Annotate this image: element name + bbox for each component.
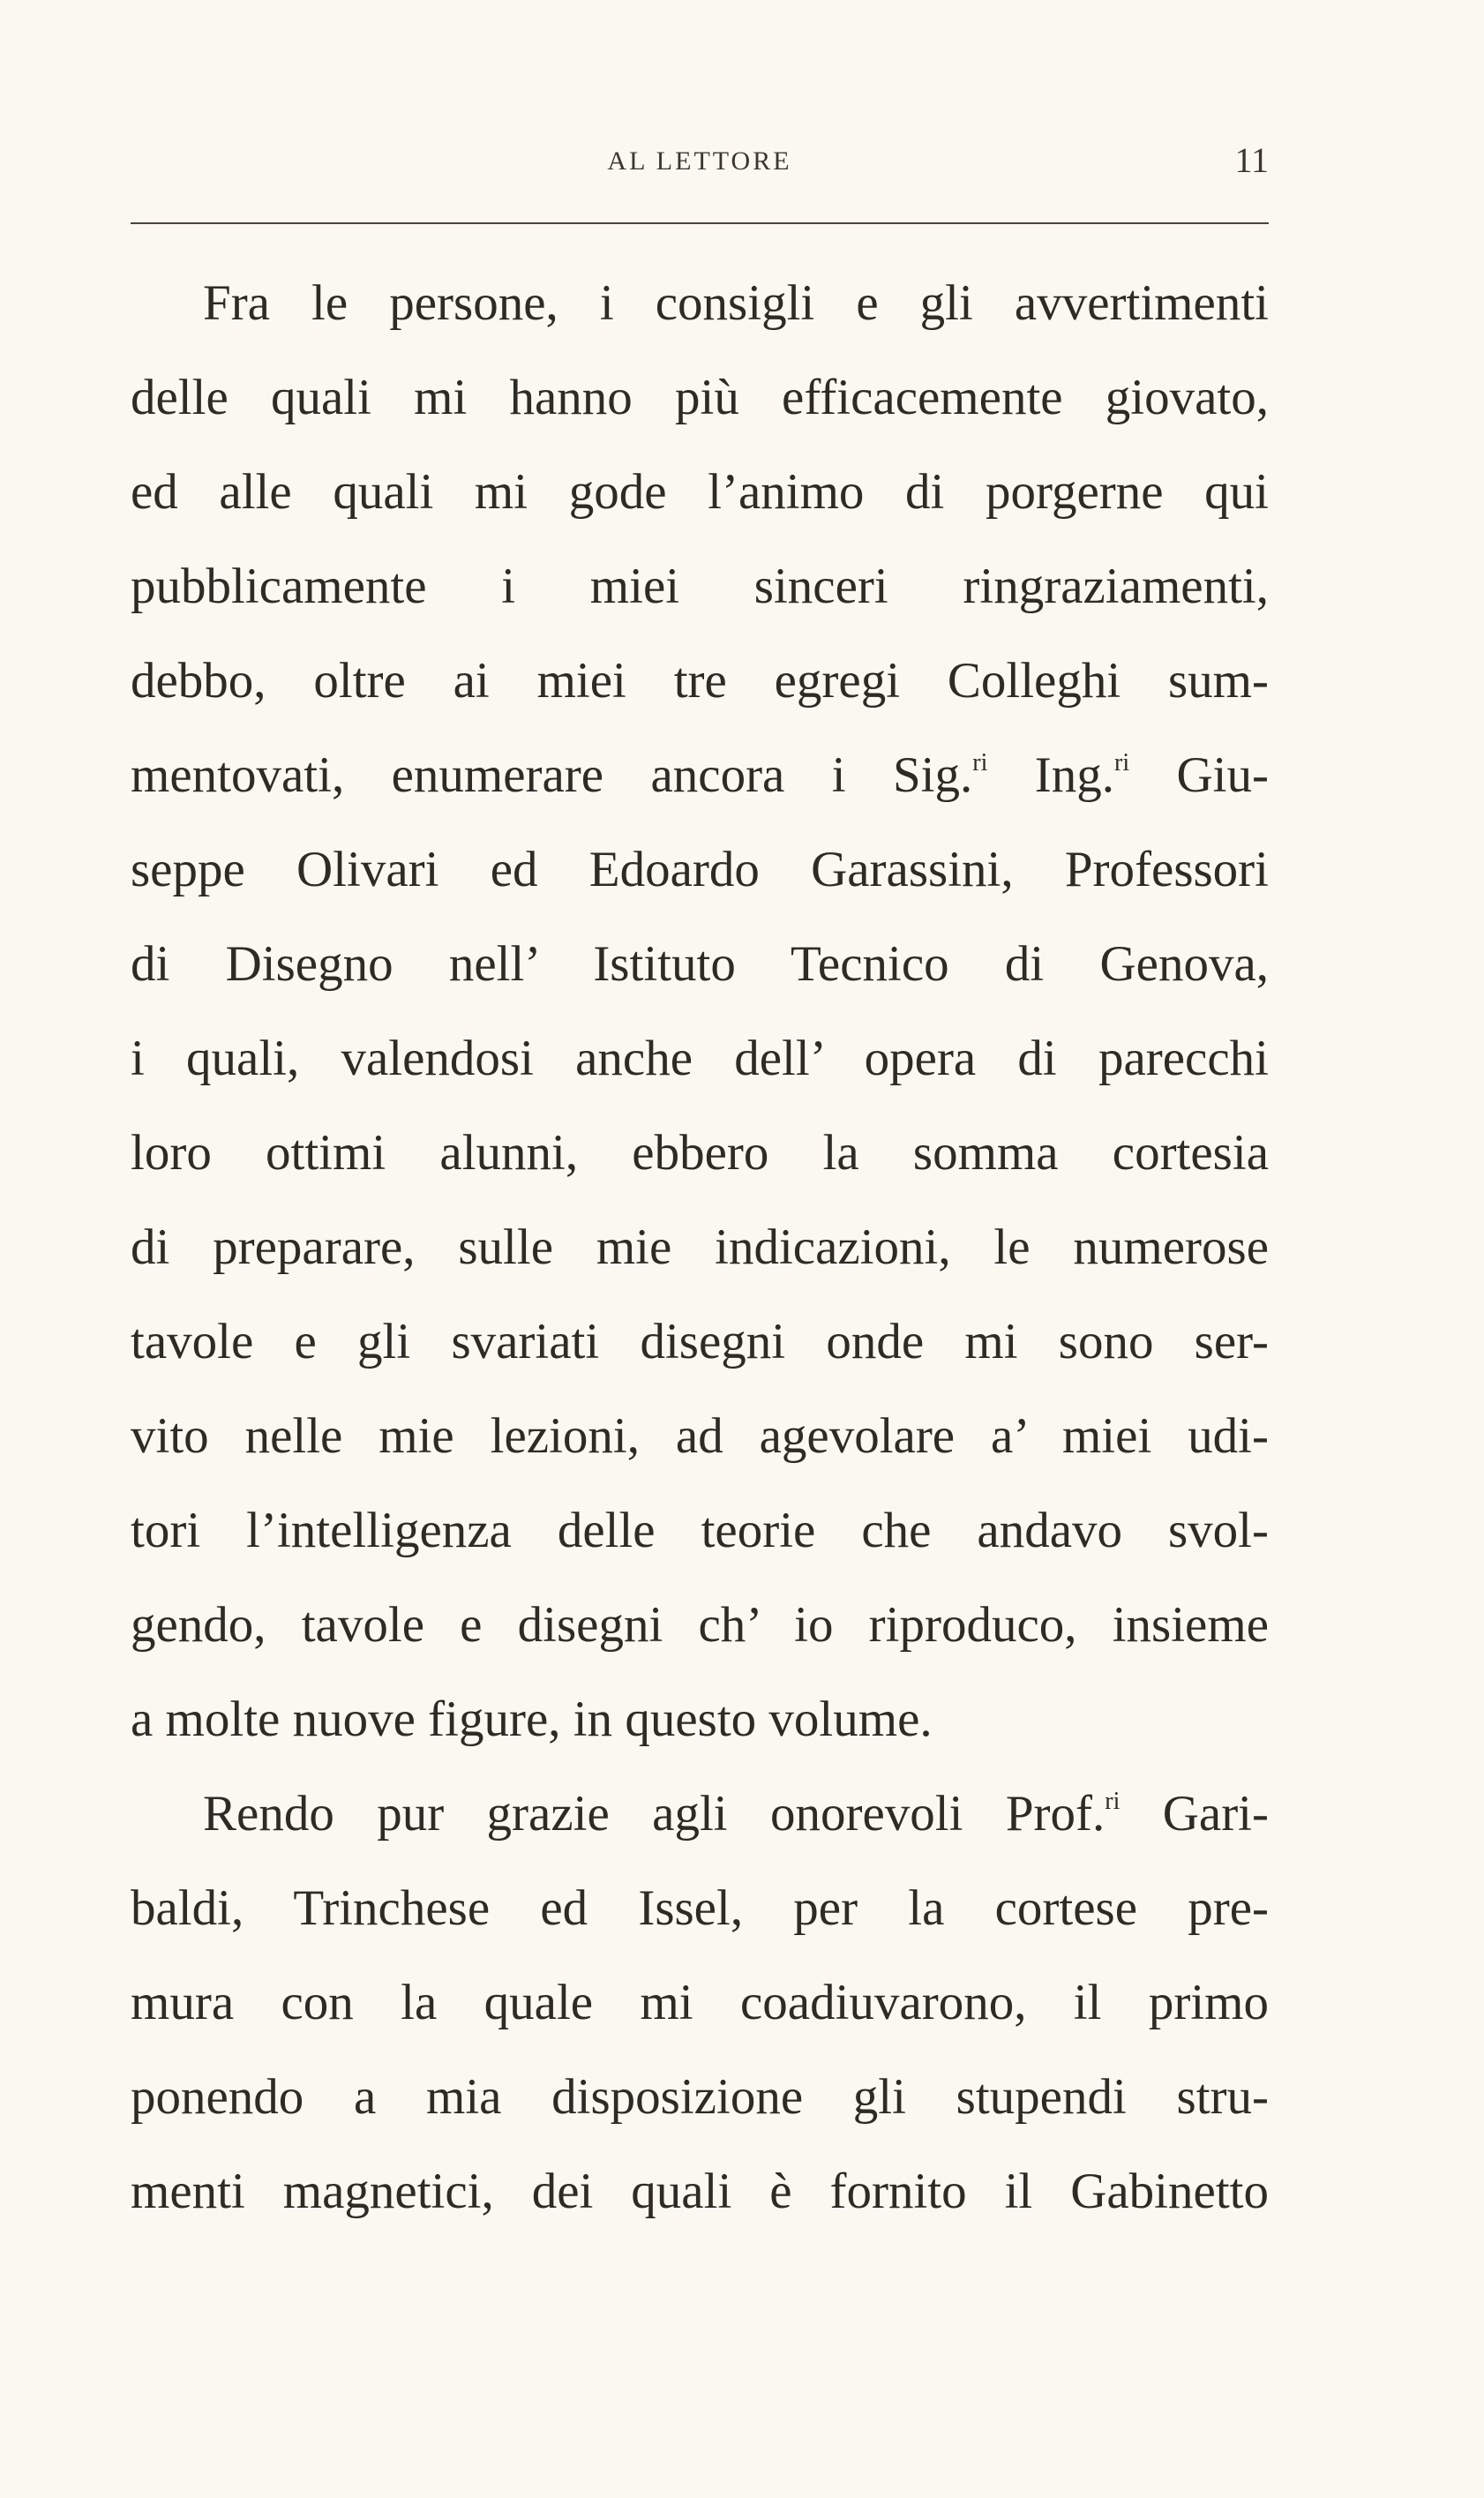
- page-number: 11: [1234, 140, 1269, 180]
- text-span: Rendo pur grazie agli onorevoli Prof.: [203, 1786, 1106, 1842]
- text-line: mura con la quale mi coadiuvarono, il primo: [131, 1975, 1269, 2030]
- superscript: ri: [1114, 749, 1130, 776]
- page-header: [131, 139, 1269, 192]
- text-line: seppe Olivari ed Edoardo Garassini, Professori: [131, 842, 1269, 897]
- text-span: Gari-: [1120, 1786, 1269, 1842]
- text-line: pubblicamente i miei sinceri ringraziamenti,: [131, 559, 1269, 614]
- body-text: [131, 256, 1269, 2239]
- text-line: [131, 728, 1269, 822]
- text-line: a molte nuove figure, in questo volume.: [131, 1692, 933, 1747]
- text-line: menti magnetici, dei quali è fornito il Gabinetto: [131, 2164, 1269, 2219]
- text-line: debbo, oltre ai miei tre egregi Colleghi sum-: [131, 653, 1269, 709]
- text-line: [131, 1767, 1269, 1861]
- text-line: loro ottimi alunni, ebbero la somma cortesia: [131, 1125, 1269, 1181]
- text-line: i quali, valendosi anche dell’ opera di parecchi: [131, 1031, 1269, 1086]
- text-span: mentovati, enumerare ancora i Sig.: [131, 747, 973, 803]
- superscript: ri: [972, 749, 988, 776]
- text-line: di preparare, sulle mie indicazioni, le numerose: [131, 1219, 1269, 1275]
- text-line: vito nelle mie lezioni, ad agevolare a’ miei udi-: [131, 1408, 1269, 1464]
- paragraph-1: [131, 256, 1269, 1767]
- text-line: tavole e gli svariati disegni onde mi sono ser-: [131, 1314, 1269, 1369]
- text-line: tori l’intelligenza delle teorie che andavo svol-: [131, 1503, 1269, 1558]
- text-line: Fra le persone, i consigli e gli avvertimenti: [203, 275, 1269, 331]
- text-span: Giu-: [1129, 747, 1269, 803]
- text-line: ponendo a mia disposizione gli stupendi stru-: [131, 2069, 1269, 2125]
- text-line: baldi, Trinchese ed Issel, per la cortese pre-: [131, 1880, 1269, 1936]
- superscript: ri: [1105, 1788, 1120, 1815]
- text-line: di Disegno nell’ Istituto Tecnico di Genova,: [131, 936, 1269, 992]
- text-line: ed alle quali mi gode l’animo di porgerne qui: [131, 464, 1269, 520]
- text-line: gendo, tavole e disegni ch’ io riproduco, insieme: [131, 1597, 1269, 1653]
- header-rule: [131, 222, 1269, 224]
- text-line: delle quali mi hanno più efficacemente giovato,: [131, 370, 1269, 425]
- running-head: AL LETTORE: [607, 146, 792, 176]
- text-span: Ing.: [987, 747, 1115, 803]
- paragraph-2: [131, 1767, 1269, 2239]
